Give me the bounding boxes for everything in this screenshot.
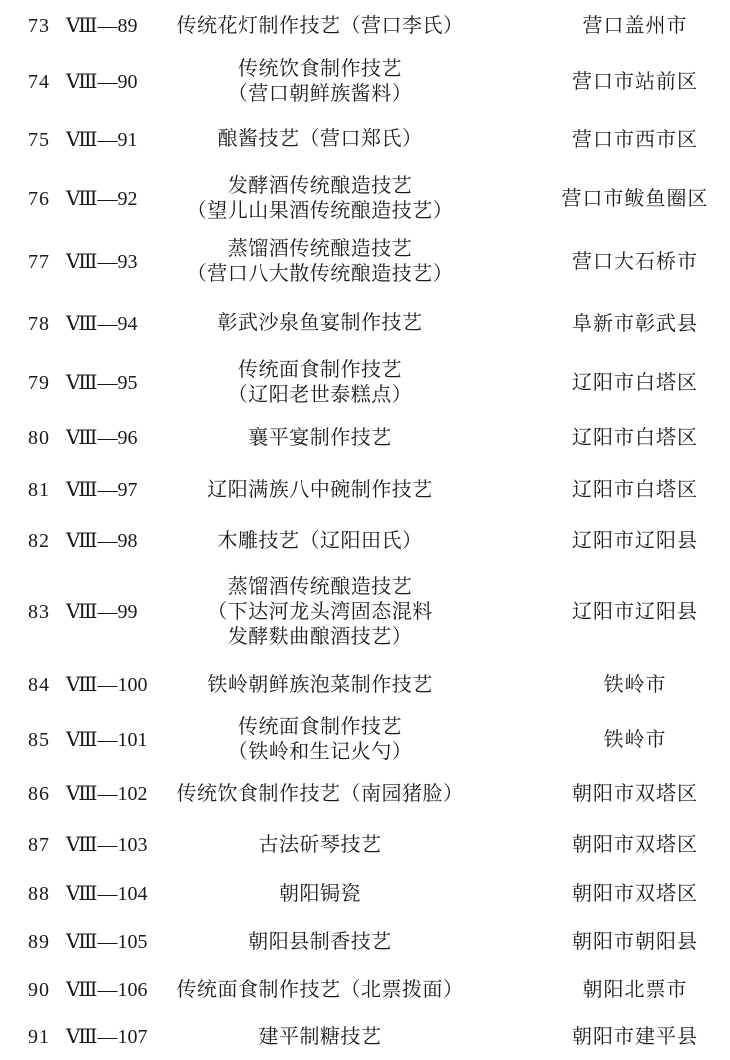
row-code: Ⅷ—97: [66, 479, 138, 501]
table-row: [0, 464, 730, 516]
project-name-line: 传统面食制作技艺: [238, 716, 402, 738]
row-code: Ⅷ—107: [66, 1026, 148, 1048]
table-row: [0, 294, 730, 353]
table-row: [0, 820, 730, 870]
table-row: [0, 230, 730, 294]
row-code: Ⅷ—100: [66, 674, 148, 696]
row-number: 74: [28, 70, 50, 93]
row-location: 朝阳市双塔区: [572, 783, 698, 805]
table-row: [0, 168, 730, 230]
project-name-line: 蒸馏酒传统酿造技艺: [227, 238, 413, 260]
row-code: Ⅷ—102: [66, 783, 148, 805]
project-name: [160, 127, 480, 152]
row-number: 91: [28, 1026, 50, 1048]
row-number: 78: [28, 312, 50, 335]
project-name: [160, 529, 480, 554]
project-name: [160, 311, 480, 336]
row-location: 营口盖州市: [582, 15, 688, 37]
table-row: [0, 918, 730, 966]
project-name: [160, 978, 480, 1003]
project-name: [160, 358, 480, 408]
project-name: [160, 14, 480, 39]
row-number: 81: [28, 479, 50, 501]
row-number: 79: [28, 371, 50, 394]
table-row: [0, 0, 730, 52]
row-number: 86: [28, 783, 50, 805]
row-code: Ⅷ—90: [66, 70, 138, 93]
row-number: 77: [28, 251, 50, 273]
project-name-line: 酿酱技艺（营口郑氏）: [217, 128, 423, 150]
project-name: [160, 1025, 480, 1050]
row-code: Ⅷ—101: [66, 729, 148, 751]
project-name: [160, 782, 480, 807]
row-location: 朝阳市建平县: [572, 1026, 698, 1048]
project-name: [160, 478, 480, 503]
row-code: Ⅷ—89: [66, 15, 138, 37]
table-row: [0, 353, 730, 412]
project-name-line: 彰武沙泉鱼宴制作技艺: [217, 312, 423, 334]
row-location: 辽阳市白塔区: [572, 371, 698, 394]
project-name-line: 辽阳满族八中碗制作技艺: [207, 478, 433, 501]
project-name-line: （营口八大散传统酿造技艺）: [186, 263, 454, 285]
project-name-line: 传统面食制作技艺（北票拨面）: [176, 978, 464, 1001]
row-location: 辽阳市白塔区: [572, 427, 698, 449]
row-number: 82: [28, 530, 50, 552]
row-number: 85: [28, 729, 50, 751]
project-name-line: （下达河龙头湾固态混料: [207, 600, 433, 623]
project-name-line: 传统饮食制作技艺: [238, 57, 402, 80]
row-location: 朝阳市双塔区: [572, 834, 698, 856]
project-name-line: （辽阳老世泰糕点）: [227, 383, 413, 406]
table-row: [0, 1014, 730, 1060]
row-code: Ⅷ—106: [66, 979, 148, 1001]
table-row: [0, 870, 730, 918]
row-number: 75: [28, 128, 50, 151]
project-name: [160, 673, 480, 698]
project-name: [160, 882, 480, 907]
row-code: Ⅷ—95: [66, 371, 138, 394]
project-name: [160, 575, 480, 650]
project-name-line: 铁岭朝鲜族泡菜制作技艺: [207, 673, 433, 696]
project-name-line: 朝阳锔瓷: [279, 882, 361, 905]
row-code: Ⅷ—96: [66, 427, 138, 449]
table-row: [0, 712, 730, 768]
project-name-line: 古法斫琴技艺: [258, 833, 382, 856]
table-row: [0, 768, 730, 820]
row-number: 89: [28, 931, 50, 953]
table-row: [0, 52, 730, 111]
project-name-line: 发酵酒传统酿造技艺: [227, 175, 413, 197]
row-location: 营口市鲅鱼圈区: [561, 188, 709, 210]
row-code: Ⅷ—99: [66, 601, 138, 623]
row-location: 朝阳北票市: [582, 979, 688, 1001]
row-code: Ⅷ—103: [66, 834, 148, 856]
project-name-line: （望儿山果酒传统酿造技艺）: [186, 200, 454, 222]
row-number: 80: [28, 427, 50, 449]
row-number: 73: [28, 15, 50, 37]
project-name-line: 建平制糖技艺: [258, 1025, 382, 1048]
project-name-line: 木雕技艺（辽阳田氏）: [217, 529, 423, 552]
row-code: Ⅷ—105: [66, 931, 148, 953]
row-location: 辽阳市辽阳县: [572, 530, 698, 552]
project-name-line: 襄平宴制作技艺: [248, 426, 392, 449]
table-row: [0, 566, 730, 658]
table-row: [0, 966, 730, 1014]
row-code: Ⅷ—91: [66, 128, 138, 151]
project-name-line: （营口朝鲜族酱料）: [227, 82, 413, 105]
row-location: 铁岭市: [603, 674, 667, 696]
row-location: 营口市西市区: [572, 128, 698, 151]
row-code: Ⅷ—93: [66, 251, 138, 273]
project-name-line: 传统饮食制作技艺（南园猪脸）: [176, 782, 464, 805]
row-location: 辽阳市白塔区: [572, 479, 698, 501]
row-location: 营口市站前区: [572, 70, 698, 93]
row-code: Ⅷ—98: [66, 530, 138, 552]
row-location: 朝阳市朝阳县: [572, 931, 698, 953]
project-name: [160, 237, 480, 287]
table-row: [0, 658, 730, 712]
row-number: 88: [28, 883, 50, 905]
row-location: 辽阳市辽阳县: [572, 601, 698, 623]
project-name: [160, 57, 480, 107]
row-code: Ⅷ—104: [66, 883, 148, 905]
row-location: 铁岭市: [603, 729, 667, 751]
row-location: 营口大石桥市: [572, 251, 698, 273]
row-location: 阜新市彰武县: [572, 312, 698, 335]
row-code: Ⅷ—94: [66, 312, 138, 335]
row-code: Ⅷ—92: [66, 188, 138, 210]
project-name-line: 传统花灯制作技艺（营口李氏）: [176, 14, 464, 37]
table-row: [0, 412, 730, 464]
project-name-line: 传统面食制作技艺: [238, 358, 402, 381]
row-number: 83: [28, 601, 50, 623]
row-location: 朝阳市双塔区: [572, 883, 698, 905]
table-row: [0, 516, 730, 566]
row-number: 84: [28, 674, 50, 696]
project-name: [160, 833, 480, 858]
project-name-line: 发酵麩曲酿酒技艺）: [227, 625, 413, 648]
project-name-line: 蒸馏酒传统酿造技艺: [227, 575, 413, 598]
row-number: 76: [28, 188, 50, 210]
project-name: [160, 174, 480, 224]
project-name: [160, 715, 480, 765]
project-name-line: （铁岭和生记火勺）: [227, 741, 413, 763]
row-number: 87: [28, 834, 50, 856]
row-number: 90: [28, 979, 50, 1001]
project-name: [160, 426, 480, 451]
table-row: [0, 111, 730, 168]
project-name-line: 朝阳县制香技艺: [248, 930, 392, 953]
project-name: [160, 930, 480, 955]
